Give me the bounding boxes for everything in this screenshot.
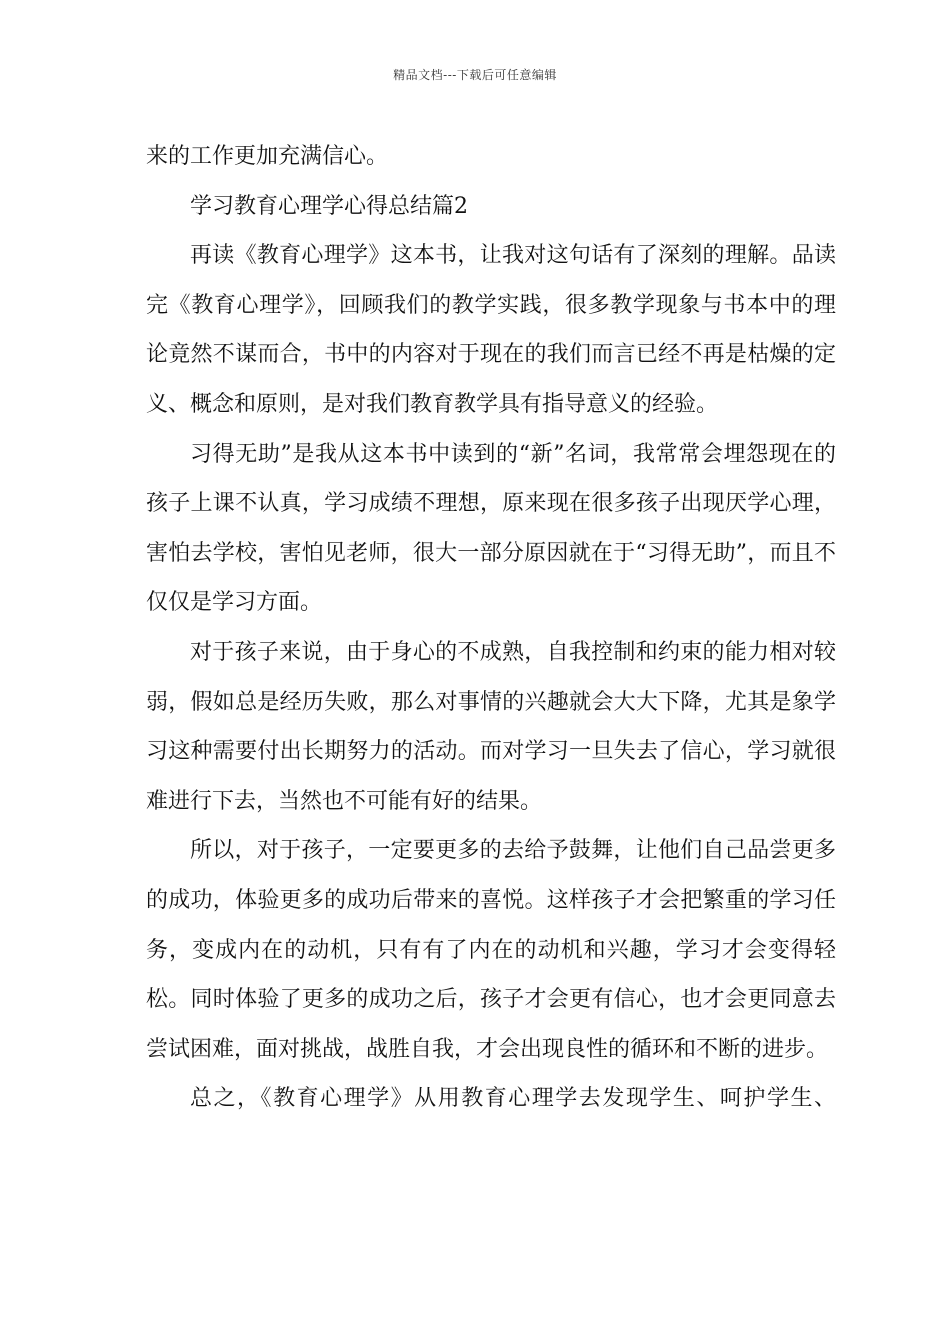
document-body xyxy=(146,132,836,1124)
page-header: 精品文档---下载后可任意编辑 xyxy=(393,68,557,82)
paragraph: 总之，《教育心理学》从用教育心理学去发现学生、呵护学生、 xyxy=(190,1086,836,1112)
paragraph: 对于孩子来说，由于身心的不成熟，自我控制和约束的能力相对较弱，假如总是经历失败，那么对事情的兴趣就会大大下降，尤其是象学习这种需要付出长期努力的活动。而对学习一旦失去了信心，学习就很难进行下去，当然也不可能有好的结果。 xyxy=(146,639,836,814)
paragraph-continuation: 来的工作更加充满信心。 xyxy=(146,144,389,169)
paragraph: 所以，对于孩子，一定要更多的去给予鼓舞，让他们自己品尝更多的成功，体验更多的成功后带来的喜悦。这样孩子才会把繁重的学习任务，变成内在的动机，只有有了内在的动机和兴趣，学习才会变得轻松。同时体验了更多的成功之后，孩子才会更有信心，也才会更同意去尝试困难，面对挑战，战胜自我，才会出现良性的循环和不断的进步。 xyxy=(146,838,836,1062)
section-heading: 学习教育心理学心得总结篇2 xyxy=(190,193,468,219)
paragraph: 习得无助”是我从这本书中读到的“新”名词，我常常会埋怨现在的孩子上课不认真，学习成绩不理想，原来现在很多孩子出现厌学心理，害怕去学校，害怕见老师，很大一部分原因就在于“习得无助”，而且不仅仅是学习方面。 xyxy=(146,441,836,616)
paragraph: 再读《教育心理学》这本书，让我对这句话有了深刻的理解。品读完《教育心理学》，回顾我们的教学实践，很多教学现象与书本中的理论竟然不谋而合，书中的内容对于现在的我们而言已经不再是枯燥的定义、概念和原则，是对我们教育教学具有指导意义的经验。 xyxy=(146,243,836,417)
